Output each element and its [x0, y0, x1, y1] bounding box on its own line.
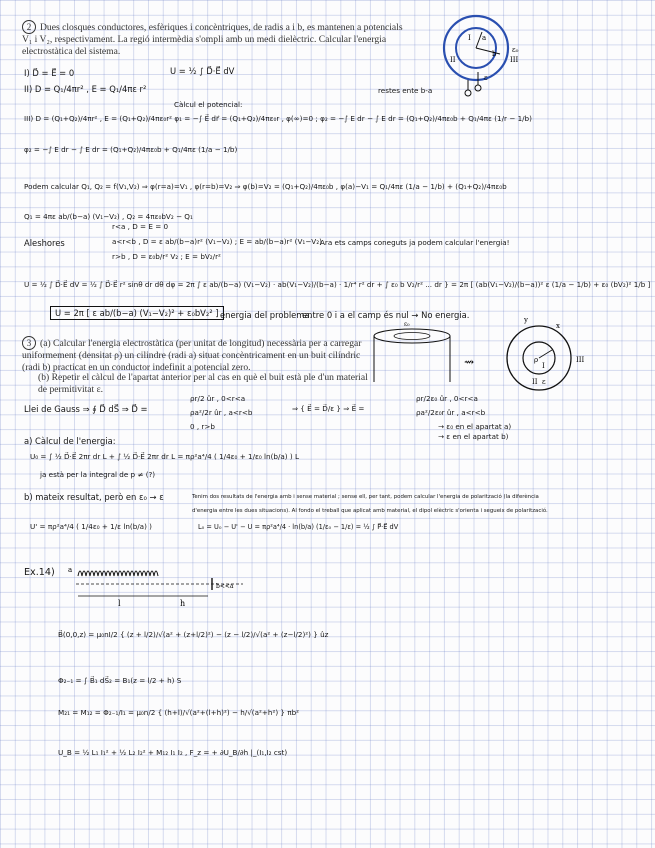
label-eps0: ε₀	[512, 46, 519, 54]
note-line-1b: U = ½ ∫ D⃗·E⃗ dV	[170, 66, 235, 76]
label-rho: ρ	[534, 356, 539, 364]
note-case-2: a<r<b , D = ε ab/(b−a)r² (V₁−V₂) ; E = ab/(b−a)r² (V₁−V₂)	[112, 237, 322, 246]
label-I: I	[542, 362, 545, 370]
ground-symbol-2	[475, 85, 481, 91]
note-energia-problema: energia del problema.	[220, 310, 313, 320]
problem-number: 3	[22, 336, 36, 350]
note-gauss: Llei de Gauss ⇒ ∮ D⃗ dS⃗ ⇒ D⃗ =	[24, 404, 148, 414]
ex14-eq-2: Φ₂₋₁ = ∫ B⃗₁ dS⃗₂ = B₁(z = l/2 + h) S	[58, 676, 182, 685]
problem-3-statement-b: (b) Repetir el càlcul de l'apartat anterior per al cas en què el buit està ple d'un material de permitivitat ε.	[38, 372, 368, 395]
note-line-2a: II) D = Q₁/4πr² , E = Q₁/4πε r²	[24, 84, 147, 94]
label-III: III	[576, 356, 585, 364]
label-II: II	[450, 56, 456, 64]
label-eps: ε	[542, 378, 546, 386]
note-aleshores: Aleshores	[24, 238, 65, 248]
note-e-case-2: ρa²/2ε₀r ûr , a<r<b	[416, 408, 486, 417]
cylinder-top	[374, 329, 450, 343]
problem-3-statement-a	[22, 336, 370, 374]
note-e-field: ⇒ { E⃗ = D⃗/ε } ⇒ E⃗ =	[292, 404, 365, 413]
label-h: h	[180, 599, 186, 608]
label-b: b<<a	[216, 583, 234, 590]
note-line-7: Q₁ = 4πε ab/(b−a) (V₁−V₂) , Q₂ = 4πε₀bV₂ − Q₁	[24, 212, 193, 221]
label-II: II	[532, 378, 538, 386]
arrow-squiggle: ⇝	[464, 355, 475, 369]
cylinder-figure	[364, 316, 634, 394]
note-part-b-text-3: L₀ = U₀ − U' − U = πρ²a⁴/4 · ln(b/a) (1/ε₀ − 1/ε) = ½ ∫ P⃗·E⃗ dV	[198, 523, 399, 531]
solenoid-coil	[78, 571, 158, 576]
note-part-a-aside: ja està per la integral de p ≠ (?)	[40, 470, 156, 479]
note-case-3: r>b , D = ε₀b/r² V₂ ; E = bV₂/r²	[112, 252, 221, 261]
note-line-6: Podem calcular Q₁, Q₂ = f(V₁,V₂) ⇒ φ(r=a)=V₁ , φ(r=b)=V₂ ⇒ φ(b)=V₂ = (Q₁+Q₂)/4πε₀b , φ(a)−V₁ = Q₁/4πε (1/a − 1/b) + (Q₁+Q₂)/4πε₀b	[24, 182, 507, 191]
note-e-arrow-a: → ε₀ en el apartat a)	[438, 422, 512, 431]
ex14-eq-1: B⃗(0,0,z) = μ₀nI/2 { (z + l/2)/√(a² + (z+l/2)²) − (z − l/2)/√(a² + (z−l/2)²) } ûz	[58, 630, 329, 639]
label-x: x	[556, 322, 560, 330]
label-l: l	[118, 599, 121, 608]
ex14-eq-4: U_B = ½ L₁ I₁² + ½ L₂ I₂² + M₁₂ I₁ I₂ , F_z = + ∂U_B/∂h |_(I₁,I₂ cst)	[58, 748, 288, 757]
ground-symbol-1	[465, 90, 471, 96]
note-d-case-3: 0 , r>b	[190, 422, 215, 431]
label-I: I	[468, 34, 471, 42]
radius-line	[539, 350, 552, 358]
problem-text: Dues closques conductores, esfèriques i concèntriques, de radis a i b, es mantenen a potencials V₁ i V₂, respectivament. La regió intermèdia s'ompli amb un medi dielèctric. Calcular l'energia electrostàtica del sistema.	[22, 22, 403, 57]
label-a: a	[482, 34, 487, 42]
note-line-1a: I) D⃗ = E⃗ = 0	[24, 68, 75, 78]
note-part-a-label: a) Càlcul de l'energia:	[24, 436, 116, 446]
final-energy-box: U = 2π [ ε ab/(b−a) (V₁−V₂)² + ε₀bV₂² ]	[50, 306, 224, 320]
note-energy-integral: U = ½ ∫ D⃗·E⃗ dV = ½ ∫ D⃗·E⃗ r² sinθ dr dθ dφ = 2π ∫ ε ab/(b−a) (V₁−V₂) · ab(V₁−V₂)/(b−a) · 1/r⁴ r² dr + ∫ ε₀ b V₂/r² ... dr } = 2π [ (ab(V₁−V₂)/(b−a))² ε (1/a − 1/b) + ε₀ (bV₂)² 1/b ]	[24, 280, 651, 289]
label-b: b	[492, 50, 497, 58]
label-III: III	[510, 56, 519, 64]
note-restes: restes ente b-a	[378, 86, 433, 95]
note-line-5: φ₂ = −∫ E dr − ∫ E dr = (Q₁+Q₂)/4πε₀b + Q₁/4πε (1/a − 1/b)	[24, 145, 238, 154]
problem-2-statement	[22, 20, 410, 58]
note-case-1: r<a , D = E = 0	[112, 222, 169, 231]
concentric-spheres-figure	[438, 10, 518, 100]
label-y: y	[524, 316, 528, 324]
note-line-4: III) D = (Q₁+Q₂)/4πr² , E = (Q₁+Q₂)/4πε₀r² φ₁ = −∫ E⃗ dr⃗ = (Q₁+Q₂)/4πε₀r , φ(∞)=0 ; φ₂ = −∫ E dr − ∫ E dr = (Q₁+Q₂)/4πε₀b + Q₁/4πε (1/r − 1/b)	[24, 114, 532, 123]
note-part-a-eq: U₀ = ∫ ½ D⃗·E⃗ 2πr dr L + ∫ ½ D⃗·E⃗ 2πr dr L = πρ²a⁴/4 ( 1/4ε₀ + 1/ε₀ ln(b/a) ) L	[30, 452, 299, 461]
problem-number: 2	[22, 20, 36, 34]
ex14-eq-3: M₂₁ = M₁₂ = Φ₂₋₁/I₁ = μ₀n/2 { (h+l)/√(a²+(l+h)²) − h/√(a²+h²) } πb²	[58, 708, 300, 717]
note-zero-field: entre 0 i a el camp és nul → No energia.	[302, 310, 470, 320]
label-eps: ε	[484, 74, 488, 82]
note-part-b-eq: U' = πρ²a⁴/4 ( 1/4ε₀ + 1/ε ln(b/a) )	[30, 522, 152, 531]
arrow-label-a: a	[68, 566, 73, 574]
note-calcul-potencial: Càlcul el potencial:	[174, 100, 243, 109]
note-e-arrow-b: → ε en el apartat b)	[438, 432, 509, 441]
solenoid-figure	[68, 562, 248, 614]
exercise-14-label: Ex.14)	[24, 567, 55, 578]
note-e-case-1: ρr/2ε₀ ûr , 0<r<a	[416, 394, 478, 403]
note-d-case-1: ρr/2 ûr , 0<r<a	[190, 394, 246, 403]
note-part-b-text-2: d'energia entre les dues situacions). Al fondo el treball que aplicat amb material, el dipol elèctric s'orienta i segueix de polarització.	[192, 508, 548, 514]
note-fields-known: Ara ets camps coneguts ja podem calcular l'energia!	[320, 238, 510, 247]
note-d-case-2: ρa²/2r ûr , a<r<b	[190, 408, 253, 417]
problem-3-part-a: (a) Calcular l'energia electrostàtica (per unitat de longitud) necessària per a carregar uniformement (densitat ρ) un cilindre (radi a) situat concèntricament en un buit cilíndric (radi b) practicat en un conductor indefinit a potencial zero.	[22, 338, 362, 373]
note-part-b-text-1: Tenim dos resultats de l'energia amb i sense material ; sense ell, per tant, podem calcular l'energia de polarització (la diferència	[192, 494, 539, 500]
cylinder-inner	[394, 333, 430, 340]
note-part-b-label: b) mateix resultat, però en ε₀ → ε	[24, 492, 164, 502]
label-eps0: ε₀	[404, 321, 410, 328]
